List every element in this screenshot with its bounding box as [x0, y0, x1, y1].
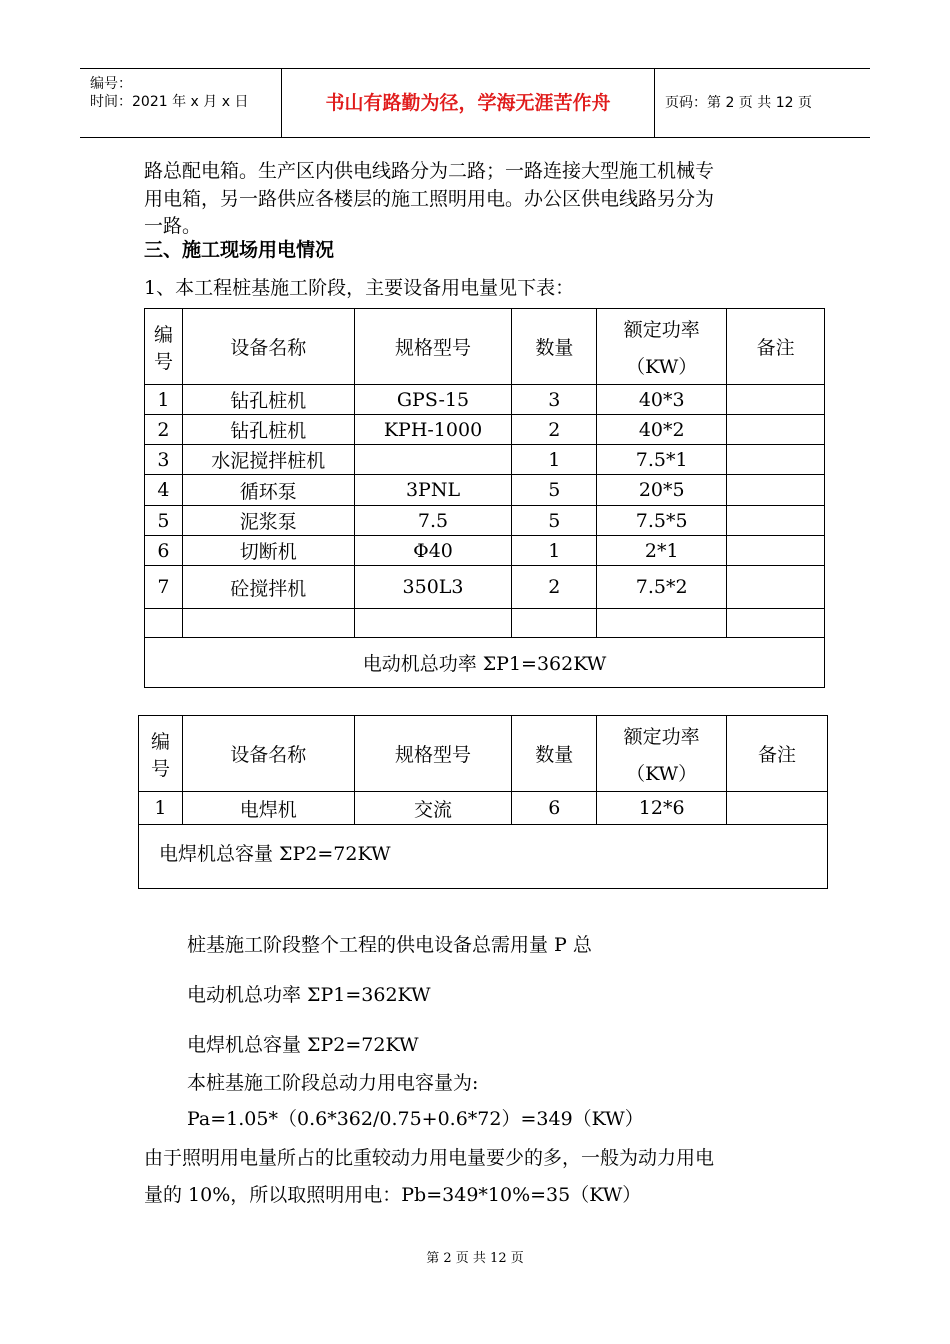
- cell: 3: [145, 445, 183, 475]
- header-cell-number: 编 号: [145, 309, 183, 385]
- header-cell-power: 额定功率 （KW）: [597, 309, 727, 385]
- header-page-info: 页码：第 2 页 共 12 页: [665, 95, 812, 111]
- cell: KPH-1000: [354, 415, 512, 445]
- cell: 5: [145, 506, 183, 536]
- header-cell-model: 规格型号: [354, 309, 512, 385]
- header-cell-model: 规格型号: [354, 716, 512, 792]
- cell: [727, 415, 825, 445]
- paragraph-line: 一路。: [144, 215, 202, 237]
- header-cell-remark: 备注: [727, 716, 828, 792]
- cell: 7.5*2: [597, 566, 727, 609]
- cell: 泥浆泵: [182, 506, 354, 536]
- cell: 砼搅拌机: [182, 566, 354, 609]
- cell: 水泥搅拌桩机: [182, 445, 354, 475]
- header-cell-name: 设备名称: [182, 309, 354, 385]
- equipment-table-2: [138, 715, 828, 889]
- table-row-empty: [145, 609, 825, 638]
- table-row: [139, 792, 828, 825]
- cell: 7.5*1: [597, 445, 727, 475]
- cell: 3: [512, 385, 597, 415]
- cell: 钻孔桩机: [182, 415, 354, 445]
- header-meta: [80, 69, 282, 137]
- cell: 2: [145, 415, 183, 445]
- header-cell-qty: 数量: [512, 309, 597, 385]
- paragraph-line: 用电箱，另一路供应各楼层的施工照明用电。办公区供电线路另分为: [144, 188, 715, 210]
- cell: 循环泵: [182, 475, 354, 506]
- cell: 2: [512, 415, 597, 445]
- cell: [727, 506, 825, 536]
- table-row: [145, 415, 825, 445]
- cell: 1: [139, 792, 183, 825]
- cell: [727, 536, 825, 566]
- cell: 6: [145, 536, 183, 566]
- calc-line: 量的 10%，所以取照明用电：Pb=349*10%=35（KW）: [144, 1184, 642, 1206]
- table-intro: 1、本工程桩基施工阶段，主要设备用电量见下表：: [144, 277, 575, 299]
- equipment-table-1: [144, 308, 825, 688]
- cell: [727, 792, 828, 825]
- cell: 2: [512, 566, 597, 609]
- calc-line: 电动机总功率 ΣP1=362KW: [187, 984, 431, 1006]
- cell: [727, 609, 825, 638]
- cell: 7.5*5: [597, 506, 727, 536]
- header-cell-remark: 备注: [727, 309, 825, 385]
- table-header-row: [145, 309, 825, 385]
- table-row: [145, 536, 825, 566]
- cell: 2*1: [597, 536, 727, 566]
- cell: 6: [512, 792, 597, 825]
- table-row: [145, 475, 825, 506]
- cell: 12*6: [597, 792, 727, 825]
- cell: 交流: [354, 792, 512, 825]
- cell: [727, 475, 825, 506]
- cell: 5: [512, 475, 597, 506]
- cell: 切断机: [182, 536, 354, 566]
- cell: [182, 609, 354, 638]
- cell: 40*3: [597, 385, 727, 415]
- cell: 350L3: [354, 566, 512, 609]
- time-label: 时间：2021 年 x 月 x 日: [90, 94, 249, 110]
- table-row: [145, 445, 825, 475]
- calc-line: 电焊机总容量 ΣP2=72KW: [187, 1034, 419, 1056]
- cell: Φ40: [354, 536, 512, 566]
- table-row: [145, 506, 825, 536]
- cell: 1: [512, 445, 597, 475]
- calc-line: 由于照明用电量所占的比重较动力用电量要少的多，一般为动力用电: [144, 1147, 715, 1169]
- section-title: 三、施工现场用电情况: [144, 239, 335, 261]
- cell: [597, 609, 727, 638]
- cell: GPS-15: [354, 385, 512, 415]
- cell: 钻孔桩机: [182, 385, 354, 415]
- cell: 4: [145, 475, 183, 506]
- page-header: [80, 68, 870, 138]
- calc-line: 桩基施工阶段整个工程的供电设备总需用量 P 总: [187, 934, 592, 956]
- total-welder-capacity: 电焊机总容量 ΣP2=72KW: [139, 825, 828, 889]
- cell: 5: [512, 506, 597, 536]
- cell: [354, 609, 512, 638]
- cell: [145, 609, 183, 638]
- header-cell-number: 编 号: [139, 716, 183, 792]
- calc-line: 本桩基施工阶段总动力用电容量为:: [187, 1072, 479, 1094]
- cell: [512, 609, 597, 638]
- cell: [354, 445, 512, 475]
- cell: [727, 566, 825, 609]
- table-row: [145, 566, 825, 609]
- formula-line: Pa=1.05*（0.6*362/0.75+0.6*72）=349（KW）: [187, 1108, 644, 1130]
- header-motto: 书山有路勤为径，学海无涯苦作舟: [282, 69, 655, 137]
- cell: [727, 385, 825, 415]
- header-cell-name: 设备名称: [182, 716, 354, 792]
- cell: 20*5: [597, 475, 727, 506]
- header-cell-qty: 数量: [512, 716, 597, 792]
- page-footer: 第 2 页 共 12 页: [426, 1251, 524, 1266]
- header-cell-power: 额定功率 （KW）: [597, 716, 727, 792]
- table-total-row: [145, 638, 825, 688]
- table-header-row: [139, 716, 828, 792]
- cell: 1: [512, 536, 597, 566]
- cell: [727, 445, 825, 475]
- cell: 3PNL: [354, 475, 512, 506]
- table-row: [145, 385, 825, 415]
- cell: 40*2: [597, 415, 727, 445]
- total-motor-power: 电动机总功率 ΣP1=362KW: [145, 638, 825, 688]
- number-label: 编号：: [90, 76, 132, 92]
- paragraph-line: 路总配电箱。生产区内供电线路分为二路；一路连接大型施工机械专: [144, 160, 715, 182]
- cell: 7.5: [354, 506, 512, 536]
- table-total-row: [139, 825, 828, 889]
- cell: 电焊机: [182, 792, 354, 825]
- cell: 1: [145, 385, 183, 415]
- cell: 7: [145, 566, 183, 609]
